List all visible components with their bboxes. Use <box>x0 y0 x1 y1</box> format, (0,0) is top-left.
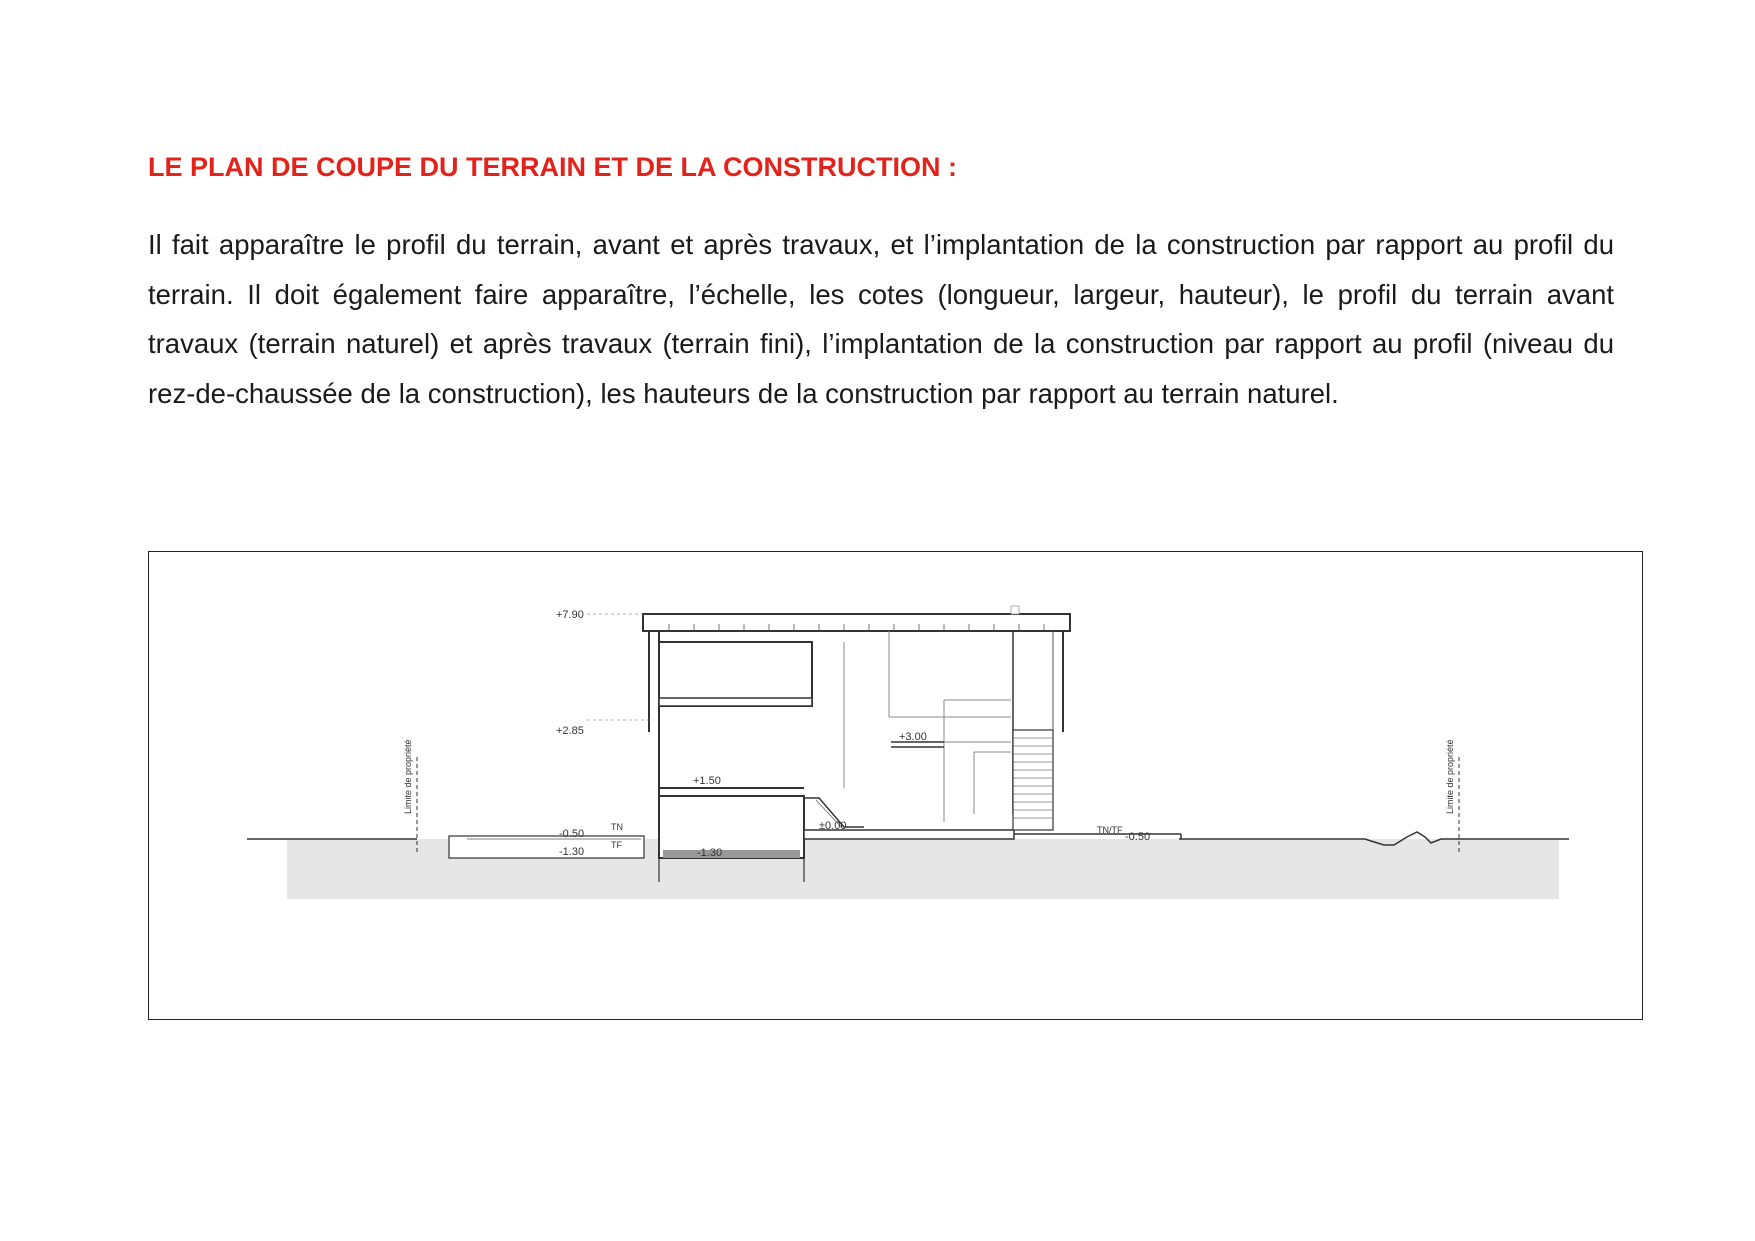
tag-tn: TN <box>611 822 623 832</box>
level-mid: +1.50 <box>693 775 721 787</box>
tag-tntf: TN/TF <box>1097 825 1123 835</box>
level-mezz: +3.00 <box>899 731 927 743</box>
level-upper: +2.85 <box>556 725 584 737</box>
section-drawing <box>149 552 1644 1021</box>
body-paragraph: Il fait apparaître le profil du terrain, avant et après travaux, et l’implantation de la construction par rapport au profil du terrain. Il doit également faire apparaître, l’échelle, les cotes (longueur, largeur, hauteur), le profil du terrain avant travaux (terrain naturel) et après travaux (terrain fini), l’implantation de la construction par rapport au profil (niveau du rez-de-chaussée de la construction), les hauteurs de la construction par rapport au terrain naturel. <box>148 229 1614 409</box>
property-limit-label-left: Limite de propriété <box>403 739 413 814</box>
stair-tower <box>1013 730 1053 830</box>
tag-tf: TF <box>611 840 622 850</box>
level-basement: -1.30 <box>697 847 723 859</box>
upper-room-left <box>659 642 812 706</box>
level-top: +7.90 <box>556 609 584 621</box>
level-floor: ±0.00 <box>819 820 847 832</box>
section-drawing-frame <box>148 551 1643 1020</box>
level-tn-left: -0.50 <box>559 828 585 840</box>
basement <box>659 796 804 858</box>
level-tf-left: -1.30 <box>559 846 585 858</box>
section-heading: LE PLAN DE COUPE DU TERRAIN ET DE LA CONSTRUCTION : <box>148 152 958 182</box>
level-right-tntf: -0.50 <box>1125 831 1151 843</box>
property-limit-label-right: Limite de propriété <box>1445 739 1455 814</box>
building-roof <box>643 614 1070 631</box>
